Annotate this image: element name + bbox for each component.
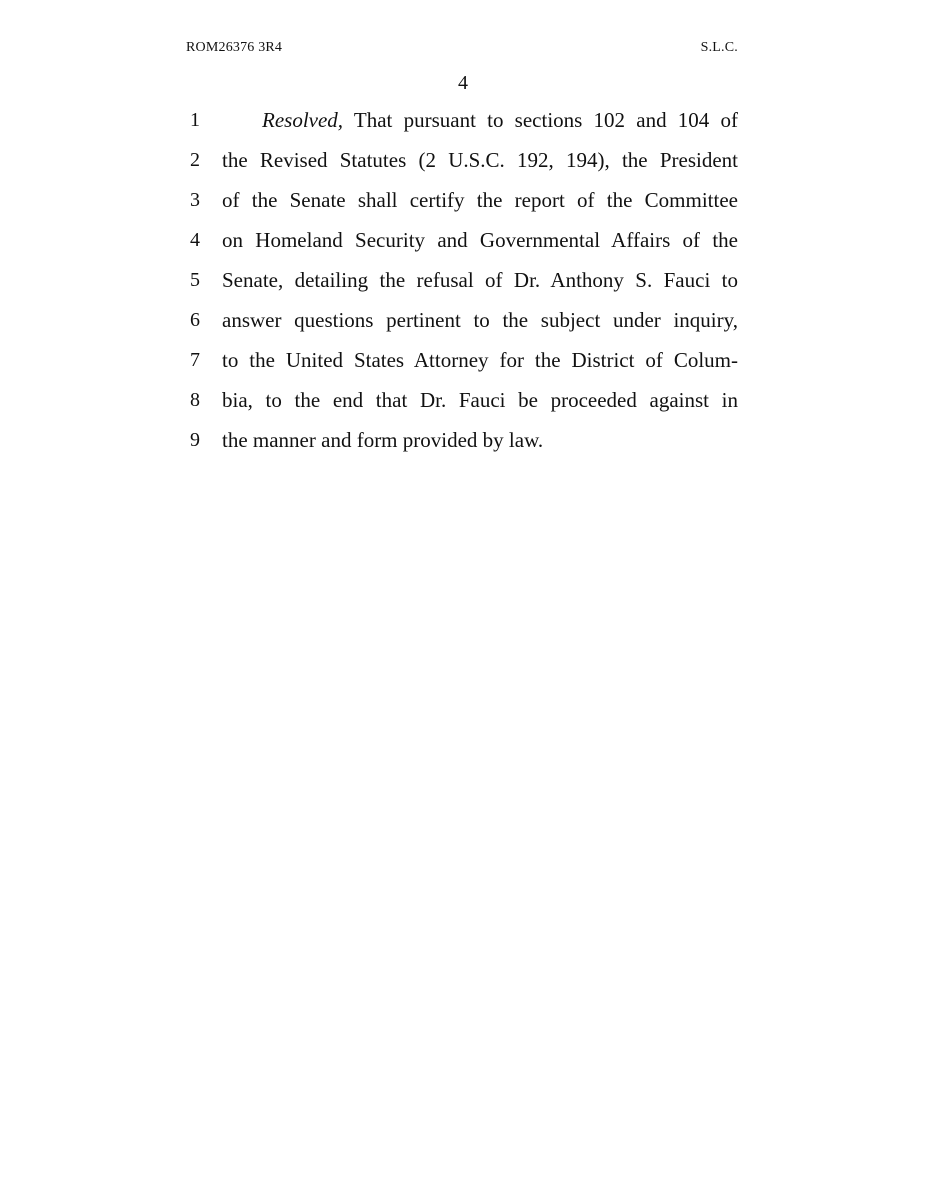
line-content-text: That pursuant to sections 102 and 104 of [353, 107, 739, 132]
line-number: 2 [190, 148, 200, 171]
office-code: S.L.C. [700, 40, 738, 55]
resolution-text [190, 100, 740, 460]
line-content: answer questions pertinent to the subject under inquiry, [222, 307, 738, 332]
document-id: ROM26376 3R4 [186, 40, 283, 55]
line-number: 5 [190, 268, 200, 291]
text-line-5 [190, 260, 740, 300]
text-line-9 [190, 420, 740, 460]
line-content: the Revised Statutes (2 U.S.C. 192, 194), the President [222, 147, 738, 172]
text-line-7 [190, 340, 740, 380]
text-line-3 [190, 180, 740, 220]
text-line-2 [190, 140, 740, 180]
text-line-4 [190, 220, 740, 260]
line-content: on Homeland Security and Governmental Affairs of the [222, 227, 738, 252]
line-content: of the Senate shall certify the report of the Committee [222, 187, 738, 212]
page-number: 4 [458, 72, 468, 94]
line-content: the manner and form provided by law. [222, 427, 544, 452]
text-line-6 [190, 300, 740, 340]
text-line-8 [190, 380, 740, 420]
line-number: 8 [190, 388, 200, 411]
resolved-lead-word: Resolved, [262, 107, 344, 132]
line-number: 9 [190, 428, 200, 451]
line-number: 4 [190, 228, 200, 251]
line-number: 6 [190, 308, 200, 331]
text-line-1 [190, 100, 740, 140]
line-content: bia, to the end that Dr. Fauci be proceeded against in [222, 387, 738, 412]
line-number: 3 [190, 188, 200, 211]
line-content: Senate, detailing the refusal of Dr. Anthony S. Fauci to [222, 267, 738, 292]
line-content: to the United States Attorney for the District of Colum- [222, 347, 738, 372]
line-content [222, 108, 740, 133]
line-number: 1 [190, 108, 200, 131]
line-number: 7 [190, 348, 200, 371]
